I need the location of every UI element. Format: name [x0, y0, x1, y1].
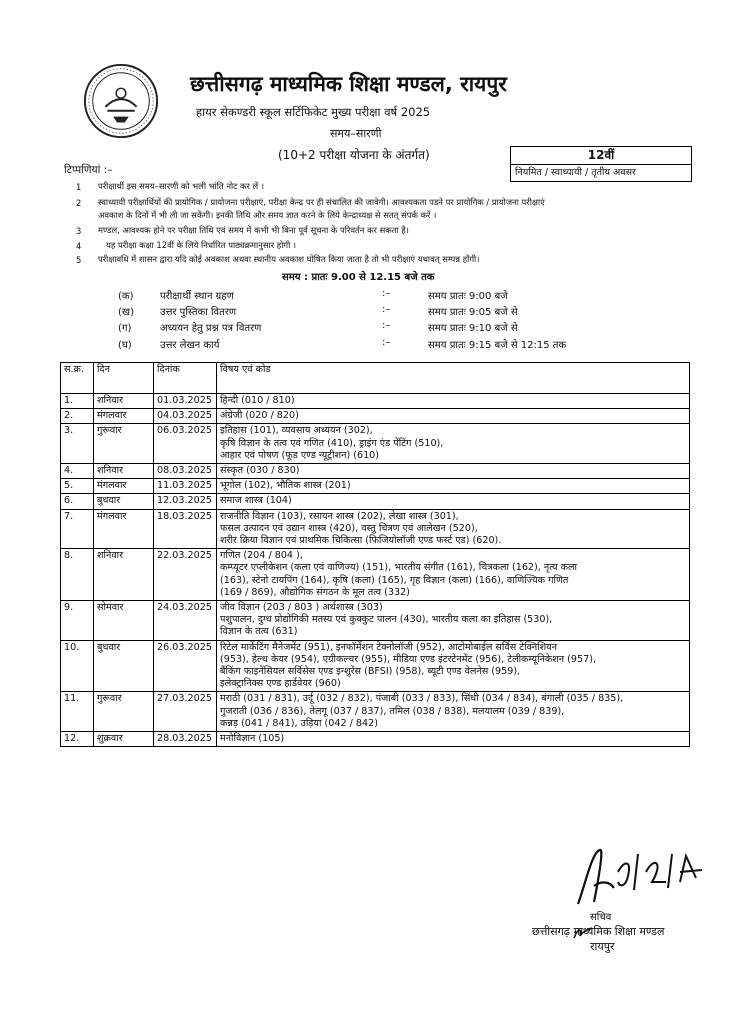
subject-cell [217, 424, 690, 464]
day-cell: गुरूवार [94, 424, 154, 464]
subject-cell [217, 692, 690, 732]
date-cell: 18.03.2025 [154, 509, 217, 549]
subject-line: भूगोल (102), भौतिक शास्त्र (201) [220, 480, 351, 492]
table-row [61, 494, 690, 509]
subject-line: कृषि विज्ञान के तत्व एवं गणित (410), ड्राइंग एंड पेंटिंग (510), [220, 437, 444, 449]
subject-cell [217, 549, 690, 601]
handwritten-signature [568, 842, 718, 912]
serial-cell: 11. [61, 692, 94, 732]
class-label: 12वीं [511, 147, 691, 165]
table-row [61, 692, 690, 732]
note-text: स्वाध्यायी परीक्षार्थियों की प्रायोगिक / प्रायोजना परीक्षाएं, परीक्षा केन्द्र पर ही संचालित की जावेगी। आवश्यकता पडने पर प्रायोगिक / प्रायोजना परीक्षाएं [98, 197, 545, 207]
subject-line: (163), स्टेनो टायपिंग (164), कृषि (कला) (165), गृह विज्ञान (कला) (166), वाणिज्यिक गणित [220, 574, 569, 586]
step-text: परीक्षार्थी स्थान ग्रहण [160, 291, 234, 302]
subject-line: इतिहास (101), व्यवसाय अध्ययन (302), [220, 425, 373, 437]
step-text: अध्ययन हेतु प्रश्न पत्र वितरण [160, 323, 262, 334]
note-number: 1 [76, 182, 82, 192]
subject-line: (953), हेल्थ केयर (954), एग्रीकल्चर (955), मीडिया एण्ड इंटरटेनमेंट (956), टेलीकम्यूनिकेशन (957), [220, 653, 597, 665]
subject-line: बैंकिंग फाइनेंसियल सर्विसेस एण्ड इन्शुरेंस (BFSI) (958), ब्यूटी एण्ड वेलनेस (959), [220, 666, 521, 678]
table-row [61, 601, 690, 641]
day-cell: शनिवार [94, 549, 154, 601]
serial-cell: 5. [61, 479, 94, 494]
subject-line: कन्नड़ (041 / 841), उड़िया (042 / 842) [220, 717, 378, 729]
day-cell: मंगलवार [94, 479, 154, 494]
date-cell: 28.03.2025 [154, 732, 217, 747]
subject-cell [217, 640, 690, 692]
subject-cell [217, 509, 690, 549]
day-cell: मंगलवार [94, 509, 154, 549]
day-cell: बुधवार [94, 494, 154, 509]
date-cell: 08.03.2025 [154, 464, 217, 479]
signatory-designation: सचिव [590, 912, 612, 923]
board-title: छत्तीसगढ़ माध्यमिक शिक्षा मण्डल, रायपुर [190, 72, 507, 96]
signatory-city: रायपुर [590, 940, 615, 953]
subject-line: मनोविज्ञान (105) [220, 733, 285, 745]
serial-cell: 12. [61, 732, 94, 747]
step-label: (ग) [118, 323, 132, 334]
exam-schedule-table [60, 362, 690, 747]
date-cell: 04.03.2025 [154, 409, 217, 424]
serial-cell: 9. [61, 601, 94, 641]
day-cell: शनिवार [94, 394, 154, 409]
day-cell: शनिवार [94, 464, 154, 479]
date-cell: 22.03.2025 [154, 549, 217, 601]
day-cell: मंगलवार [94, 409, 154, 424]
subject-cell [217, 494, 690, 509]
col-header-day: दिन [94, 363, 154, 394]
serial-cell: 2. [61, 409, 94, 424]
table-row [61, 479, 690, 494]
subject-line: पशुपालन, दुग्ध प्रोद्योगिकी मतस्य एवं कुक्कुट पालन (430), भारतीय कला का इतिहास (530), [220, 614, 553, 626]
board-seal-logo [82, 62, 160, 140]
col-header-subject: विषय एवं कोड [217, 363, 690, 394]
subject-line: संस्कृत (030 / 830) [220, 465, 300, 477]
note-text: मण्डल, आवश्यक होने पर परीक्षा तिथि एवं समय में कभी भी बिना पूर्व सूचना के परिवर्तन कर सकता है। [98, 225, 409, 235]
subject-cell [217, 409, 690, 424]
scheme-label: (10+2 परीक्षा योजना के अंतर्गत) [278, 148, 430, 162]
step-label: (घ) [118, 340, 132, 351]
subject-line: इलेक्ट्रानिक्स एण्ड हार्डवेयर (960) [220, 678, 341, 690]
table-row [61, 732, 690, 747]
step-time: समय प्रातः 9:10 बजे से [428, 323, 518, 334]
notes-heading: टिप्पणियां :– [64, 164, 113, 176]
subject-line: राजनीति विज्ञान (103), रसायन शास्त्र (202), लेखा शास्त्र (301), [220, 510, 459, 522]
step-time: समय प्रातः 9:05 बजे से [428, 307, 518, 318]
step-text: उत्तर पुस्तिका वितरण [160, 307, 237, 318]
serial-cell: 10. [61, 640, 94, 692]
subject-line: जीव विज्ञान (203 / 803 ) अर्थशास्त्र (303) [220, 602, 383, 614]
subject-line: अंग्रेजी (020 / 820) [220, 410, 299, 422]
date-cell: 01.03.2025 [154, 394, 217, 409]
subject-line: फसल उत्पादन एवं उद्यान शास्त्र (420), वस्तु चित्रण एवं आलेखन (520), [220, 522, 478, 534]
table-row [61, 409, 690, 424]
date-cell: 27.03.2025 [154, 692, 217, 732]
subject-line: शरीर क्रिया विज्ञान एवं प्राथमिक चिकित्सा (फिजियोलॉजी एण्ड फर्स्ट एड) (620). [220, 535, 502, 547]
date-cell: 11.03.2025 [154, 479, 217, 494]
exam-timing: समय : प्रातः 9.00 से 12.15 बजे तक [282, 272, 435, 283]
subject-line: कम्प्यूटर एप्लीकेशन (कला एवं वाणिज्य) (151), भारतीय संगीत (161), चित्रकला (162), नृत्य कला [220, 562, 577, 574]
step-text: उत्तर लेखन कार्य [160, 340, 220, 351]
note-number: 5 [76, 255, 82, 265]
subject-line: गणित (204 / 804 ), [220, 550, 303, 562]
serial-cell: 8. [61, 549, 94, 601]
subject-line: विज्ञान के तत्व (631) [220, 626, 298, 638]
date-cell: 24.03.2025 [154, 601, 217, 641]
step-separator: :– [382, 288, 391, 299]
subject-line: रिटेल मार्केटिंग मैनेजमेंट (951), इनफॉर्मेशन टेक्नोलॉजी (952), आटोमोबाईल सर्विस टेक्निशियन [220, 641, 558, 653]
table-row [61, 424, 690, 464]
subject-cell [217, 732, 690, 747]
step-time: समय प्रातः 9:00 बजे [428, 291, 508, 302]
step-separator: :– [382, 320, 391, 331]
subject-line: समाज शास्त्र (104) [220, 495, 292, 507]
subject-line: आहार एवं पोषण (फूड एण्ड न्यूट्रीशन) (610) [220, 449, 380, 461]
subject-line: गुजराती (036 / 836), तेलगू (037 / 837), तमिल (038 / 838), मलयालम (039 / 839), [220, 705, 565, 717]
candidate-types: नियमित / स्वाध्यायी / तृतीय अवसर [515, 167, 636, 178]
col-header-serial: स.क्र. [61, 363, 94, 394]
serial-cell: 7. [61, 509, 94, 549]
subject-cell [217, 479, 690, 494]
serial-cell: 3. [61, 424, 94, 464]
note-number: 2 [76, 198, 82, 208]
table-row [61, 464, 690, 479]
note-text: यह परीक्षा कक्षा 12वीं के लिये निर्धारित पाठ्यक्रमानुसार होगी । [106, 240, 297, 250]
class-category-box [510, 146, 692, 182]
date-cell: 26.03.2025 [154, 640, 217, 692]
serial-cell: 1. [61, 394, 94, 409]
signatory-organization: छत्तीसगढ़ माध्यमिक शिक्षा मण्डल [532, 925, 665, 938]
step-time: समय प्रातः 9:15 बजे से 12:15 तक [428, 340, 567, 351]
date-cell: 12.03.2025 [154, 494, 217, 509]
subject-line: हिन्दी (010 / 810) [220, 395, 295, 406]
serial-cell: 6. [61, 494, 94, 509]
step-label: (क) [118, 291, 134, 302]
note-number: 3 [76, 226, 82, 236]
step-separator: :– [382, 337, 391, 348]
schedule-label: समय–सारणी [330, 127, 382, 140]
exam-subtitle: हायर सेकण्डरी स्कूल सर्टिफिकेट मुख्य परीक्षा वर्ष 2025 [196, 105, 431, 119]
subject-cell [217, 464, 690, 479]
day-cell: शुक्रवार [94, 732, 154, 747]
table-row [61, 394, 690, 409]
day-cell: बुधवार [94, 640, 154, 692]
subject-cell [217, 394, 690, 409]
subject-line: (169 / 869), औद्योगिक संगठन के मूल तत्व (332) [220, 586, 410, 598]
col-header-date: दिनांक [154, 363, 217, 394]
table-row [61, 509, 690, 549]
table-row [61, 549, 690, 601]
subject-line: मराठी (031 / 831), उर्दू (032 / 832), पंजाबी (033 / 833), सिंधी (034 / 834), बंगाली (035 / 835), [220, 693, 624, 705]
day-cell: गुरूवार [94, 692, 154, 732]
note-text: परीक्षार्थी इस समय–सारणी को भली भांति नोट कर लें । [98, 181, 265, 191]
serial-cell: 4. [61, 464, 94, 479]
date-cell: 06.03.2025 [154, 424, 217, 464]
subject-cell [217, 601, 690, 641]
table-header-row [61, 363, 690, 394]
note-number: 4 [76, 241, 82, 251]
step-label: (ख) [118, 307, 134, 318]
day-cell: सोमवार [94, 601, 154, 641]
note-text: अवकाश के दिनों में भी ली जा सकेंगी। इनकी तिथि और समय ज्ञात करने के लिये केन्द्राध्यक्ष से सतत् संपर्क करें । [98, 210, 437, 220]
note-text: परीक्षावधि में शासन द्वारा यदि कोई अवकाश अथवा स्थानीय अवकाश घोषित किया जाता है तो भी परीक्षाएं यथावत् सम्पन्न होंगी। [98, 254, 480, 264]
step-separator: :– [382, 304, 391, 315]
table-row [61, 640, 690, 692]
